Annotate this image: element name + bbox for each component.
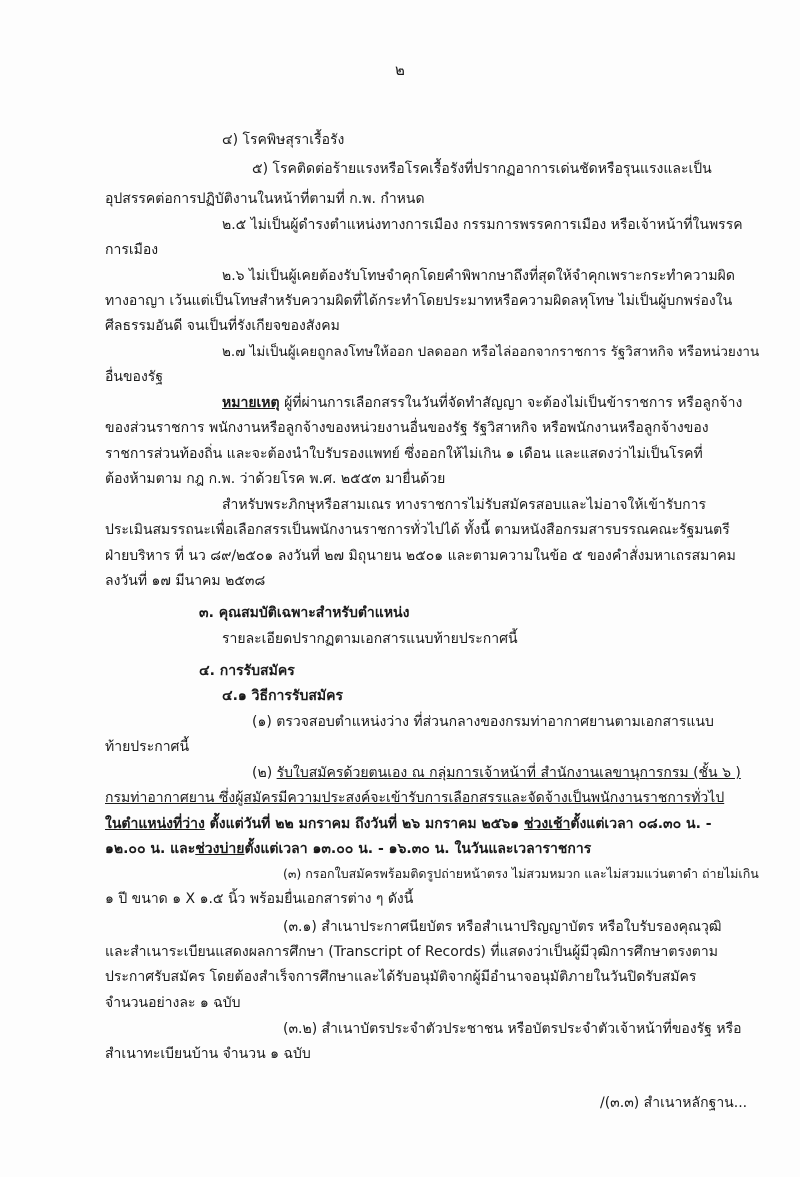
text-line: ราชการส่วนท้องถิ่น และจะต้องนำใบรับรองแพทย์ ซึ่งออกให้ไม่เกิน ๑ เดือน และแสดงว่าไม่เป็นโรคที่ [105,446,703,462]
underlined-text: กรมท่าอากาศยาน ซึ่งผู้สมัครมีความประสงค์จะเข้ารับการเลือกสรรและจัดจ้างเป็นพนักงานราชการทั่วไป [105,790,725,806]
text-line: (๓) กรอกใบสมัครพร้อมติดรูปถ่ายหน้าตรง ไม่สวมหมวก และไม่สวมแว่นตาดำ ถ่ายไม่เกิน [283,866,759,881]
note-text: ผู้ที่ผ่านการเลือกสรรในวันที่จัดทำสัญญา จะต้องไม่เป็นข้าราชการ หรือลูกจ้าง [279,395,743,411]
text-line: ศีลธรรมอันดี จนเป็นที่รังเกียจของสังคม [105,318,340,334]
text-line: ของส่วนราชการ พนักงานหรือลูกจ้างของหน่วยงานอื่นของรัฐ รัฐวิสาหกิจ หรือพนักงานหรือลูกจ้างของ [105,420,709,436]
text-line: (๓.๑) สำเนาประกาศนียบัตร หรือสำเนาปริญญาบัตร หรือใบรับรองคุณวุฒิ [283,919,722,935]
underlined-text: รับใบสมัครด้วยตนเอง ณ กลุ่มการเจ้าหน้าที่ สำนักงานเลขานุการกรม (ชั้น ๖ ) [276,765,741,781]
text-line: การเมือง [105,242,159,258]
text-line: อุปสรรคต่อการปฏิบัติงานในหน้าที่ตามที่ ก.พ. กำหนด [105,191,425,207]
underlined-text: ในตำแหน่งที่ว่าง [105,816,205,832]
text-line: และสำเนาระเบียนแสดงผลการศึกษา (Transcript of Records) ที่แสดงว่าเป็นผู้มีวุฒิการศึกษาตรงตาม [105,944,718,960]
text-line: ๔) โรคพิษสุราเรื้อรัง [222,132,345,148]
text-line: อื่นของรัฐ [105,369,164,385]
text-line: ประเมินสมรรถนะเพื่อเลือกสรรเป็นพนักงานราชการทั่วไปได้ ทั้งนี้ ตามหนังสือกรมสารบรรณคณะรัฐมนตรี [105,522,730,538]
text-line [105,814,712,834]
text-line [252,763,741,783]
text-line: ๒.๖ ไม่เป็นผู้เคยต้องรับโทษจำคุกโดยคำพิพากษาถึงที่สุดให้จำคุกเพราะกระทำความผิด [222,268,735,284]
text-line: สำหรับพระภิกษุหรือสามเณร ทางราชการไม่รับสมัครสอบและไม่อาจให้เข้ารับการ [222,497,707,513]
subsection-heading: ๔.๑ วิธีการรับสมัคร [222,688,344,704]
text-line: ๒.๕ ไม่เป็นผู้ดำรงตำแหน่งทางการเมือง กรรมการพรรคการเมือง หรือเจ้าหน้าที่ในพรรค [222,217,743,233]
text-line: ประกาศรับสมัคร โดยต้องสำเร็จการศึกษาและได้รับอนุมัติจากผู้มีอำนาจอนุมัติภายในวันปิดรับสมัคร [105,969,697,985]
text-line: ทางอาญา เว้นแต่เป็นโทษสำหรับความผิดที่ได้กระทำโดยประมาทหรือความผิดลหุโทษ ไม่เป็นผู้บกพร่องใน [105,293,733,309]
text-line: (๓.๒) สำเนาบัตรประจำตัวประชาชน หรือบัตรประจำตัวเจ้าหน้าที่ของรัฐ หรือ [283,1021,742,1037]
text-line: ๒.๗ ไม่เป็นผู้เคยถูกลงโทษให้ออก ปลดออก หรือไล่ออกจากราชการ รัฐวิสาหกิจ หรือหน่วยงาน [222,344,760,360]
text-line [105,839,591,859]
text-line: ลงวันที่ ๑๗ มีนาคม ๒๕๓๘ [105,573,266,589]
text-line: ท้ายประกาศนี้ [105,739,190,755]
text-line: ๑ ปี ขนาด ๑ X ๑.๕ นิ้ว พร้อมยื่นเอกสารต่าง ๆ ดังนี้ [105,891,414,907]
bold-text: ๑๒.๐๐ น. และ [105,841,196,857]
text-line: ฝ่ายบริหาร ที่ นว ๘๙/๒๕๐๑ ลงวันที่ ๒๗ มิถุนายน ๒๕๐๑ และตามความในข้อ ๕ ของคำสั่งมหาเถรสมาคม [105,548,736,564]
underlined-text: ช่วงเช้า [524,816,571,832]
underlined-text: ช่วงบ่าย [195,841,245,857]
section-heading: ๓. คุณสมบัติเฉพาะสำหรับตำแหน่ง [199,605,410,621]
text-line: (๑) ตรวจสอบตำแหน่งว่าง ที่ส่วนกลางของกรมท่าอากาศยานตามเอกสารแนบ [252,714,714,730]
section-heading: ๔. การรับสมัคร [199,663,295,679]
bold-text: ตั้งแต่วันที่ ๒๒ มกราคม ถึงวันที่ ๒๖ มกราคม ๒๕๖๑ [204,816,525,832]
text-line: จำนวนอย่างละ ๑ ฉบับ [105,995,241,1011]
bold-text: ตั้งแต่เวลา ๑๓.๐๐ น. - ๑๖.๓๐ น. ในวันและเวลาราชการ [244,841,592,857]
text-line: ๕) โรคติดต่อร้ายแรงหรือโรคเรื้อรังที่ปรากฏอาการเด่นชัดหรือรุนแรงและเป็น [252,161,712,177]
bold-text: ตั้งแต่เวลา ๐๘.๓๐ น. - [570,816,712,832]
text-line: ต้องห้ามตาม กฎ ก.พ. ว่าด้วยโรค พ.ศ. ๒๕๕๓ มายื่นด้วย [105,471,446,487]
note-heading: หมายเหตุ [222,395,280,411]
page-number: ๒ [395,61,405,79]
item-number: (๒) [252,765,277,781]
continuation-note: /(๓.๓) สำเนาหลักฐาน... [600,1095,748,1111]
text-line: รายละเอียดปรากฏตามเอกสารแนบท้ายประกาศนี้ [222,631,518,647]
text-line: สำเนาทะเบียนบ้าน จำนวน ๑ ฉบับ [105,1046,311,1062]
note-line [222,393,742,413]
